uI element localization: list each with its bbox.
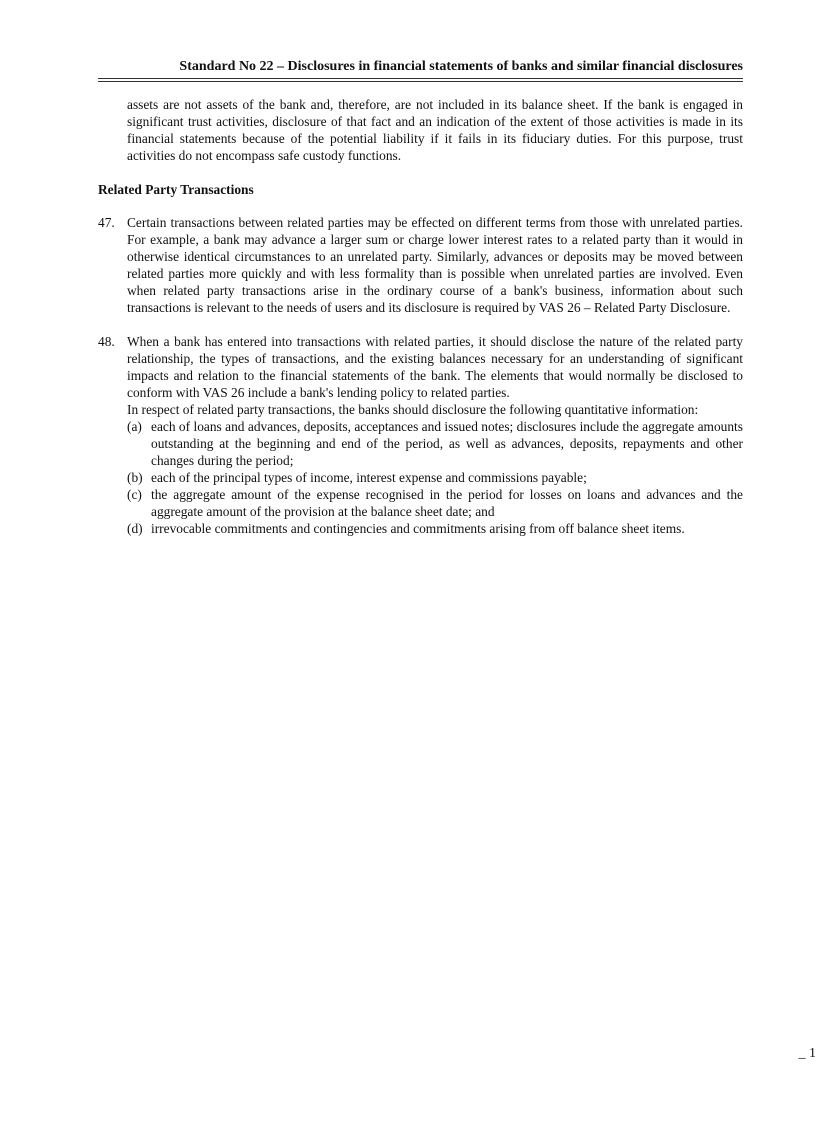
disclosure-items-list	[127, 418, 743, 537]
page-header-title: Standard No 22 – Disclosures in financial statements of banks and similar financial disclosures	[179, 59, 743, 74]
paragraph-number: 47.	[98, 215, 115, 230]
paragraph-47	[98, 214, 743, 316]
list-item-text: the aggregate amount of the expense recognised in the period for losses on loans and advances and the aggregate amount of the provision at the balance sheet date; and	[151, 487, 743, 519]
paragraph-48	[98, 333, 743, 401]
document-body	[98, 96, 743, 537]
list-item-label: (c)	[127, 487, 142, 502]
continuation-paragraph: assets are not assets of the bank and, therefore, are not included in its balance sheet. If the bank is engaged in significant trust activities, disclosure of that fact and an indication of the extent of those activities is made in its financial statements because of the potential liability if it fails in its fiduciary duties. For this purpose, trust activities do not encompass safe custody functions.	[127, 97, 743, 163]
list-item	[127, 469, 743, 486]
list-item-text: each of loans and advances, deposits, acceptances and issued notes; disclosures include the aggregate amounts outstanding at the beginning and end of the period, as well as advances, deposits, repayments and other changes during the period;	[151, 419, 743, 468]
list-item-text: irrevocable commitments and contingencies and commitments arising from off balance sheet items.	[151, 521, 685, 536]
section-heading: Related Party Transactions	[98, 182, 254, 197]
list-item	[127, 486, 743, 520]
list-item	[127, 418, 743, 469]
list-item-text: each of the principal types of income, interest expense and commissions payable;	[151, 470, 587, 485]
list-item-label: (b)	[127, 470, 143, 485]
paragraph-spacer	[98, 316, 743, 333]
paragraph-text: When a bank has entered into transactions with related parties, it should disclose the nature of the related party relationship, the types of transactions, and the existing balances necessary for an understanding of significant impacts and relation to the financial statements of the bank. The elements that would normally be disclosed to conform with VAS 26 include a bank's lending policy to related parties.	[127, 334, 743, 400]
list-item-label: (d)	[127, 521, 143, 536]
list-item	[127, 520, 743, 537]
paragraph-48-intro: In respect of related party transactions, the banks should disclosure the following quantitative information:	[127, 402, 699, 417]
list-item-label: (a)	[127, 419, 142, 434]
header-rule-bottom	[98, 81, 743, 82]
header-rule-top	[98, 78, 743, 79]
paragraph-number: 48.	[98, 334, 115, 349]
paragraph-text: Certain transactions between related parties may be effected on different terms from those with unrelated parties. For example, a bank may advance a larger sum or charge lower interest rates to a related party than it would in otherwise identical circumstances to an unrelated party. Similarly, advances or deposits may be moved between related parties more quickly and with less formality than is possible when unrelated parties are involved. Even when related party transactions arise in the ordinary course of a bank's business, information about such transactions is relevant to the needs of users and its disclosure is required by VAS 26 – Related Party Disclosure.	[127, 215, 743, 315]
page-number: _ 1	[798, 1046, 816, 1061]
